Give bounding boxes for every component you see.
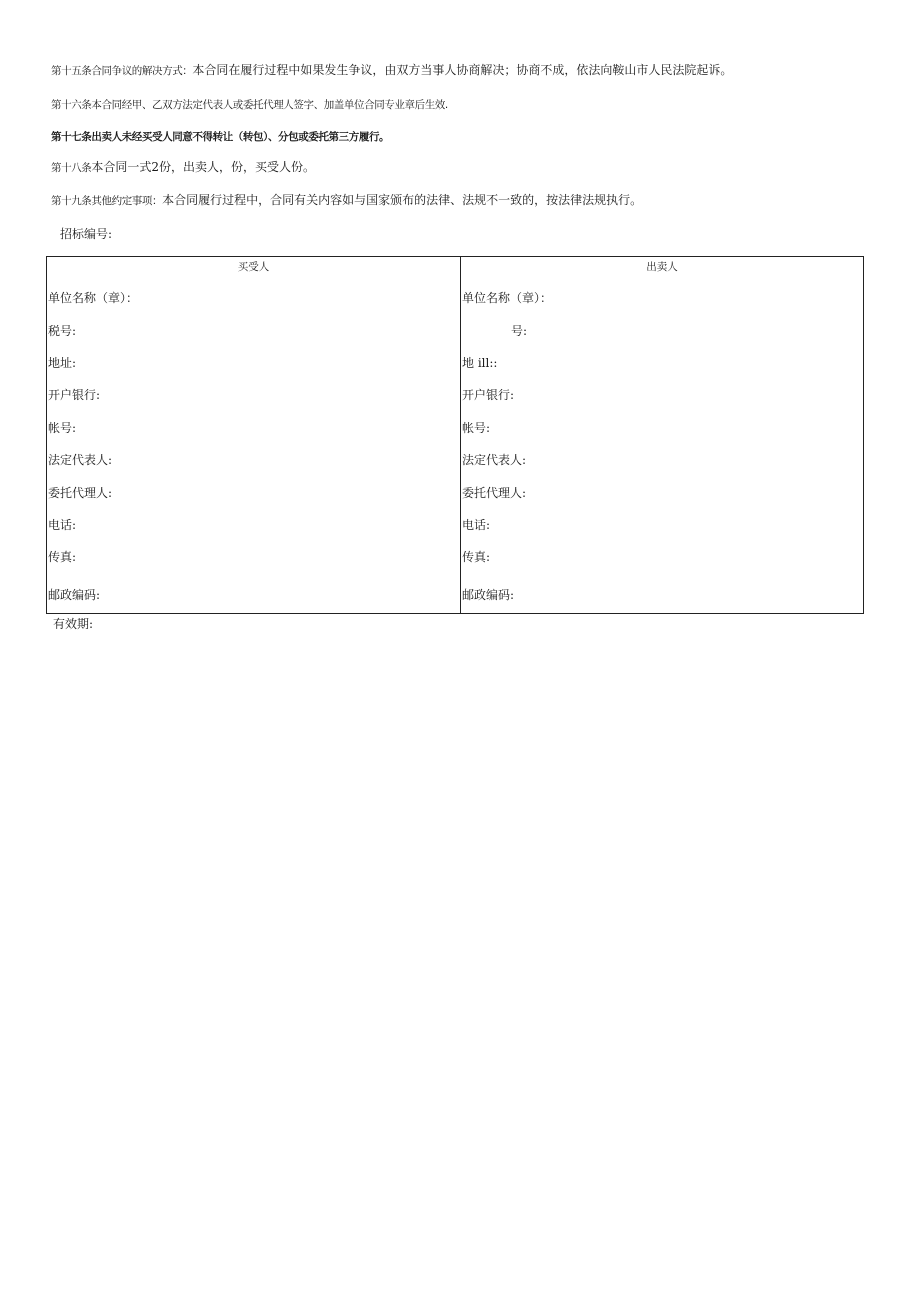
party-info-table [46,256,864,614]
buyer-legal-rep: 法定代表人: [48,453,113,467]
buyer-tax-id: 税号: [48,324,77,338]
buyer-postcode: 邮政编码: [48,588,101,602]
buyer-column [47,257,461,613]
clause-18 [51,159,315,176]
buyer-agent: 委托代理人: [48,486,113,500]
seller-account: 帐号: [462,421,491,435]
clause-17-lead: 第十七条出卖人未经买受人同意不得转让（转包）、分包或委托第三方履行。 [51,131,390,143]
buyer-fax: 传真: [48,550,77,564]
seller-legal-rep: 法定代表人: [462,453,527,467]
clause-19-lead: 第十九条其他约定事项： [51,195,163,207]
clause-19 [51,192,642,209]
seller-bank: 开户银行: [462,388,515,402]
seller-unit-name: 单位名称（章）： [462,291,553,305]
clause-18-text: 本合同一式2份，出卖人，份，买受人份。 [91,160,316,174]
buyer-address: 地址: [48,356,77,370]
buyer-account: 帐号: [48,421,77,435]
seller-tax-id: 号: [511,324,528,338]
buyer-unit-name: 单位名称（章）： [48,291,139,305]
clause-18-lead: 第十八条 [51,162,92,174]
buyer-phone: 电话: [48,518,77,532]
clause-16 [51,96,448,113]
seller-heading: 出卖人 [646,261,678,273]
seller-agent: 委托代理人: [462,486,527,500]
validity-label: 有效期: [53,617,94,631]
clause-16-lead: 第十六条本合同经甲、乙双方法定代表人或委托代理人签字、加盖单位合同专业章后生效. [51,99,448,111]
seller-column [461,257,863,613]
clause-19-text: 本合同履行过程中，合同有关内容如与国家颁布的法律、法规不一致的，按法律法规执行。 [162,193,643,207]
seller-address: 地 ill:: [462,356,498,370]
clause-15 [51,62,732,79]
clause-15-text: 本合同在履行过程中如果发生争议，由双方当事人协商解决；协商不成，依法向鞍山市人民法院起诉。 [192,63,733,77]
buyer-bank: 开户银行: [48,388,101,402]
clause-17 [51,128,389,145]
tender-number-label: 招标编号: [60,227,113,241]
seller-fax: 传真: [462,550,491,564]
seller-postcode: 邮政编码: [462,588,515,602]
clause-15-lead: 第十五条合同争议的解决方式： [51,65,193,77]
buyer-heading: 买受人 [237,261,270,273]
seller-phone: 电话: [462,518,491,532]
